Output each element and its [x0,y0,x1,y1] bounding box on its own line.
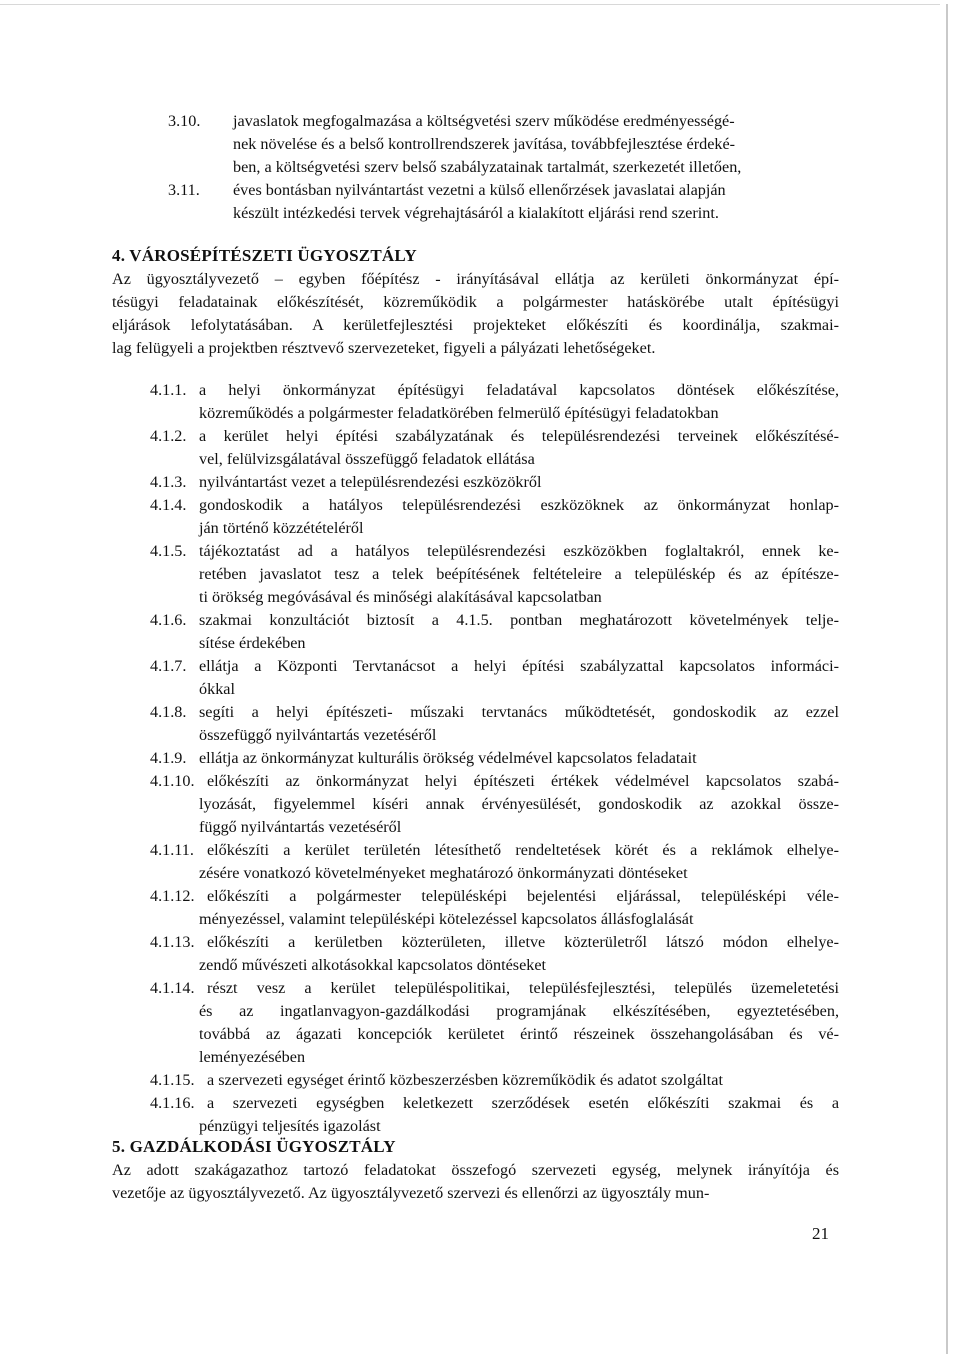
text-line: ján történő közzétételéről [199,519,364,537]
text-line: tésügyi feladatainak előkészítését, közreműködik a polgármester hatáskörébe utalt építésügyi [112,293,839,311]
item-text [233,110,839,179]
list-item-number: 4.1.9. [150,749,187,767]
list-item-text [199,471,839,494]
section-4-intro [112,268,839,360]
scan-edge-right [946,4,948,1354]
text-line: összefüggő nyilvántartás vezetéséről [199,726,437,744]
text-line: pénzügyi teljesítés igazolást [199,1117,381,1135]
list-item-text [199,655,839,701]
list-item-text [199,609,839,655]
list-item-number: 4.1.14. [150,979,195,997]
text-line: részt vesz a kerület településpolitikai, településfejlesztési, település üzemeletetési [207,979,839,997]
list-item-text [199,379,839,425]
list-item-number: 4.1.2. [150,427,187,445]
list-item-number: 4.1.15. [150,1071,195,1089]
list-item-text [199,1092,839,1138]
text-line: ellátja a Központi Tervtanácsot a helyi építési szabályzattal kapcsolatos informáci- [199,657,839,675]
text-line: ellátja az önkormányzat kulturális örökség védelmével kapcsolatos feladatait [199,749,697,767]
text-line: tájékoztatást ad a hatályos településrendezési eszközökben foglaltakról, ennek ke- [199,542,839,560]
list-item-text [199,977,839,1069]
text-line: előkészíti a polgármester településképi bejelentési eljárással, településképi véle- [207,887,839,905]
text-line: ókkal [199,680,235,698]
list-item-text [199,770,839,839]
section-5-intro [112,1159,839,1205]
list-item-text [199,839,839,885]
list-item-number: 4.1.6. [150,611,187,629]
list-item-text [199,701,839,747]
list-item-number: 4.1.8. [150,703,187,721]
text-line: nyilvántartást vezet a településrendezési eszközökről [199,473,542,491]
text-line: előkészíti a kerület területén létesíthető rendeltetések körét és a reklámok elhelye- [207,841,839,859]
list-item-number: 4.1.12. [150,887,195,905]
text-line: Az adott szakágazathoz tartozó feladatokat összefogó szervezeti egység, melynek irányítója és [112,1161,839,1179]
list-item-number: 4.1.11. [150,841,194,859]
text-line: leményezésében [199,1048,306,1066]
text-line: zésére vonatkozó követelményeket meghatározó önkormányzati döntéseket [199,864,688,882]
list-item-number: 4.1.13. [150,933,195,951]
list-item-number: 4.1.1. [150,381,187,399]
text-line: közreműködés a polgármester feladatkörében felmerülő építésügyi feladatokban [199,404,719,422]
page-number: 21 [812,1224,829,1243]
text-line: segíti a helyi építészeti- műszaki tervtanács működtetését, gondoskodik az ezzel [199,703,839,721]
text-line: zendő művészeti alkotásokkal kapcsolatos döntéseket [199,956,547,974]
text-line: vel, felülvizsgálatával összefüggő feladatok ellátása [199,450,535,468]
text-line: továbbá az ágazati koncepciók kerületet érintő részeinek összehangolásában és vé- [199,1025,839,1043]
text-line: függő nyilvántartás vezetéséről [199,818,402,836]
text-line: ben, a költségvetési szerv belső szabályzatainak tartalmát, szerkezetét illetően, [233,158,742,176]
text-line: eljárások lefolytatásában. A kerületfejlesztési projekteket előkészíti és koordinálja, szakmai- [112,316,839,334]
list-item-text [199,540,839,609]
item-number: 3.10. [168,112,201,130]
section-4-heading: 4. VÁROSÉPÍTÉSZETI ÜGYOSZTÁLY [112,246,417,265]
list-item-number: 4.1.4. [150,496,187,514]
list-item-text [199,747,839,770]
text-line: szakmai konzultációt biztosít a 4.1.5. pontban meghatározott követelmények telje- [199,611,839,629]
text-line: vezetője az ügyosztályvezető. Az ügyosztályvezető szervezi és ellenőrzi az ügyosztály mun- [112,1184,710,1202]
text-line: javaslatok megfogalmazása a költségvetési szerv működése eredményességé- [233,112,735,130]
text-line: előkészíti az önkormányzat helyi építészeti értékek védelmével kapcsolatos szabá- [207,772,839,790]
text-line: ti örökség megóvásával és minőségi alakításával kapcsolatban [199,588,602,606]
list-item-number: 4.1.10. [150,772,195,790]
list-item-number: 4.1.3. [150,473,187,491]
list-item-number: 4.1.16. [150,1094,195,1112]
text-line: sítése érdekében [199,634,306,652]
text-line: a szervezeti egységet érintő közbeszerzésben közreműködik és adatot szolgáltat [207,1071,723,1089]
list-item-number: 4.1.7. [150,657,187,675]
text-line: lyozását, figyelemmel kíséri annak érvényesülését, gondoskodik az azokkal össze- [199,795,839,813]
text-line: a helyi önkormányzat építésügyi feladatával kapcsolatos döntések előkészítése, [199,381,839,399]
text-line: retében javaslatot tesz a telek beépítésének feltételeire a településkép és az építésze- [199,565,839,583]
scan-edge-top [0,4,940,5]
text-line: nek növelése és a belső kontrollrendszerek javítása, továbbfejlesztése érdeké- [233,135,736,153]
list-item-number: 4.1.5. [150,542,187,560]
text-line: a kerület helyi építési szabályzatának és településrendezési terveinek előkészítésé- [199,427,839,445]
text-line: gondoskodik a hatályos településrendezési eszközöknek az önkormányzat honlap- [199,496,839,514]
list-item-text [199,425,839,471]
text-line: ményezéssel, valamint településképi kötelezéssel kapcsolatos állásfoglalását [199,910,694,928]
text-line: készült intézkedési tervek végrehajtásáról a kialakított eljárási rend szerint. [233,204,719,222]
text-line: éves bontásban nyilvántartást vezetni a külső ellenőrzések javaslatai alapján [233,181,726,199]
text-line: lag felügyeli a projektben résztvevő szervezeteket, figyeli a pályázati lehetőségeket. [112,339,656,357]
item-text [233,179,839,225]
list-item-text [199,931,839,977]
item-number: 3.11. [168,181,200,199]
list-item-text [199,1069,839,1092]
list-item-text [199,885,839,931]
list-item-text [199,494,839,540]
text-line: és az ingatlanvagyon-gazdálkodási programjának elkészítésében, egyeztetésében, [199,1002,839,1020]
text-line: a szervezeti egységben keletkezett szerződések esetén előkészíti szakmai és a [207,1094,839,1112]
text-line: előkészíti a kerületben közterületen, illetve közterületről látszó módon elhelye- [207,933,839,951]
section-5-heading: 5. GAZDÁLKODÁSI ÜGYOSZTÁLY [112,1137,396,1156]
text-line: Az ügyosztályvezető – egyben főépítész - irányításával ellátja az kerületi önkormányzat épí- [112,270,839,288]
